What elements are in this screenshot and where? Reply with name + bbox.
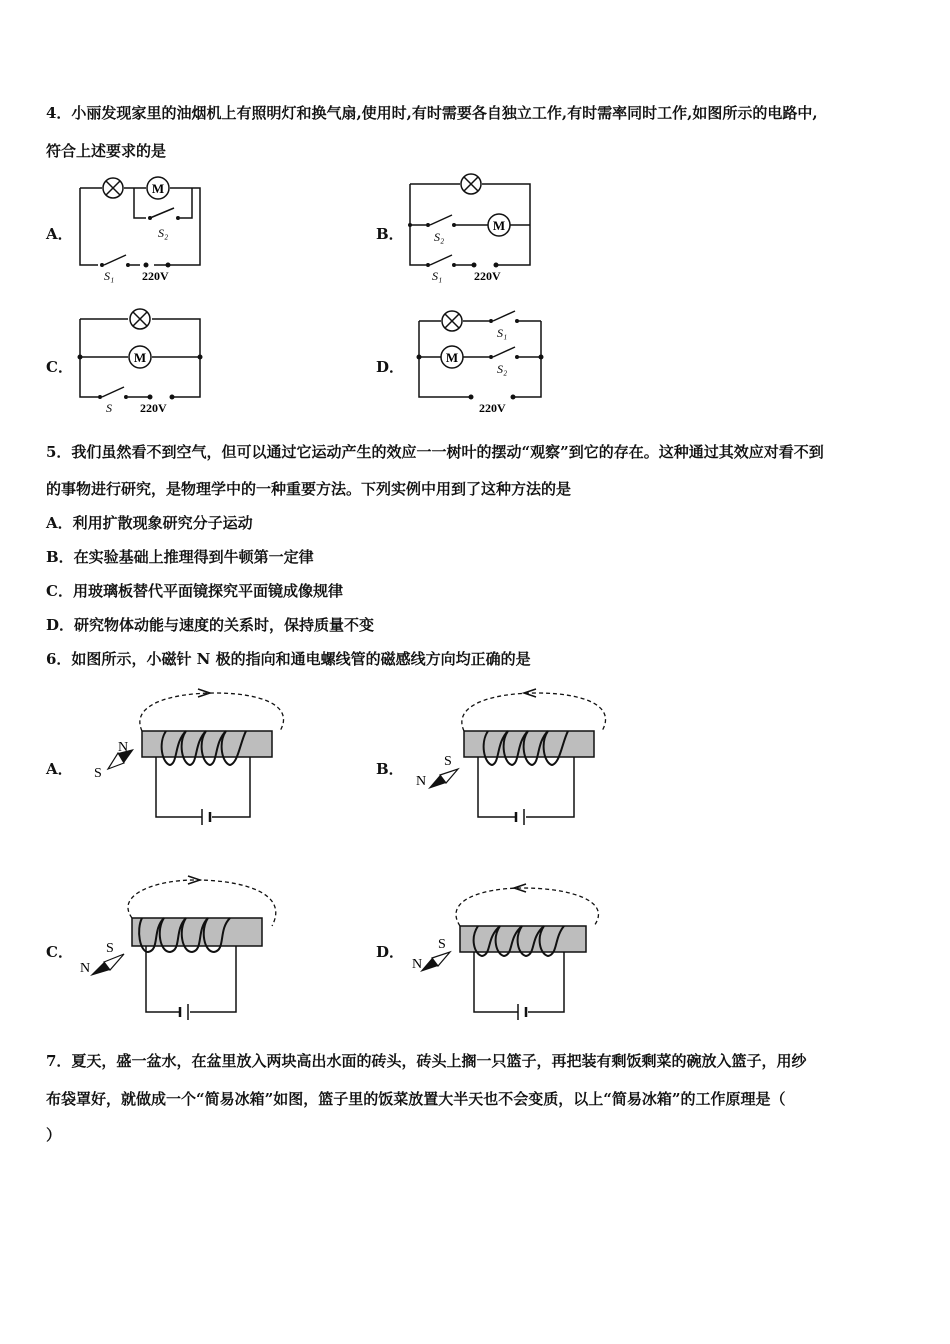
solenoid-diagram-b xyxy=(412,685,612,835)
q5-option-d: D．研究物体动能与速度的关系时，保持质量不变 xyxy=(46,616,375,634)
switch-s1-label: S₁ xyxy=(104,269,115,283)
solenoid-core xyxy=(132,918,262,946)
switch-s2-label: S₂ xyxy=(434,230,445,244)
motor-label: M xyxy=(151,181,165,196)
solenoid-core xyxy=(460,926,586,952)
motor-label: M xyxy=(133,350,147,365)
q6-option-c-label: C． xyxy=(46,943,73,961)
q4-option-b-label: B． xyxy=(376,225,404,243)
motor-label: M xyxy=(445,350,459,365)
voltage-label: 220V xyxy=(140,401,167,415)
q6-option-d-label: D． xyxy=(376,943,405,961)
switch-s-label: S xyxy=(106,401,112,415)
q7-stem-line3: ） xyxy=(46,1126,62,1144)
q5-option-b: B．在实验基础上推理得到牛顿第一定律 xyxy=(46,548,314,566)
q5-stem-line2: 的事物进行研究，是物理学中的一种重要方法。下列实例中用到了这种方法的是 xyxy=(46,480,572,498)
circuit-diagram-d xyxy=(405,305,550,420)
south-pole-label: S xyxy=(106,941,114,956)
q5-stem-line1: 5．我们虽然看不到空气，但可以通过它运动产生的效应一一树叶的摆动“观察”到它的存在。这种通过其效应对看不到 xyxy=(46,443,824,461)
circuit-diagram-c xyxy=(70,305,215,420)
switch-s1-label: S₁ xyxy=(432,269,443,283)
solenoid-diagram-c xyxy=(80,870,280,1030)
q4-option-c-label: C． xyxy=(46,358,73,376)
north-pole-label: N xyxy=(412,957,423,972)
q7-stem-line2: 布袋罩好，就做成一个“简易冰箱”如图，篮子里的饭菜放置大半天也不会变质，以上“简易冰箱”的工作原理是（ xyxy=(46,1090,786,1108)
q4-option-a-label: A． xyxy=(46,225,73,243)
voltage-label: 220V xyxy=(474,269,501,283)
q4-stem-line2: 符合上述要求的是 xyxy=(46,142,167,160)
switch-s2-label: S₂ xyxy=(158,226,169,240)
solenoid-diagram-d xyxy=(408,870,608,1030)
compass-needle xyxy=(90,954,124,976)
motor-label: M xyxy=(492,218,506,233)
q6-stem: 6．如图所示，小磁针 N 极的指向和通电螺线管的磁感线方向均正确的是 xyxy=(46,650,531,668)
q7-stem-line1: 7．夏天，盛一盆水，在盆里放入两块高出水面的砖头，砖头上搁一只篮子，再把装有剩饭剩菜的碗放入篮子，用纱 xyxy=(46,1052,807,1070)
north-pole-label: N xyxy=(118,740,129,755)
south-pole-label: S xyxy=(438,937,446,952)
voltage-label: 220V xyxy=(479,401,506,415)
q5-option-a: A．利用扩散现象研究分子运动 xyxy=(46,514,253,532)
circuit-diagram-b xyxy=(400,170,545,285)
q6-option-b-label: B． xyxy=(376,760,404,778)
q5-option-c: C．用玻璃板替代平面镜探究平面镜成像规律 xyxy=(46,582,343,600)
switch-s1-label: S₁ xyxy=(497,326,508,340)
south-pole-label: S xyxy=(444,754,452,769)
north-pole-label: N xyxy=(416,774,427,789)
q6-option-a-label: A． xyxy=(46,760,73,778)
north-pole-label: N xyxy=(80,961,91,976)
compass-needle xyxy=(420,952,450,972)
solenoid-diagram-a xyxy=(90,685,290,835)
switch-s2-label: S₂ xyxy=(497,362,508,376)
circuit-diagram-a xyxy=(70,170,210,285)
voltage-label: 220V xyxy=(142,269,169,283)
q4-stem-line1: 4．小丽发现家里的油烟机上有照明灯和换气扇,使用时,有时需要各自独立工作,有时需率同时工作,如图所示的电路中, xyxy=(46,104,818,122)
south-pole-label: S xyxy=(94,766,102,781)
q4-option-d-label: D． xyxy=(376,358,405,376)
compass-needle xyxy=(428,769,458,789)
